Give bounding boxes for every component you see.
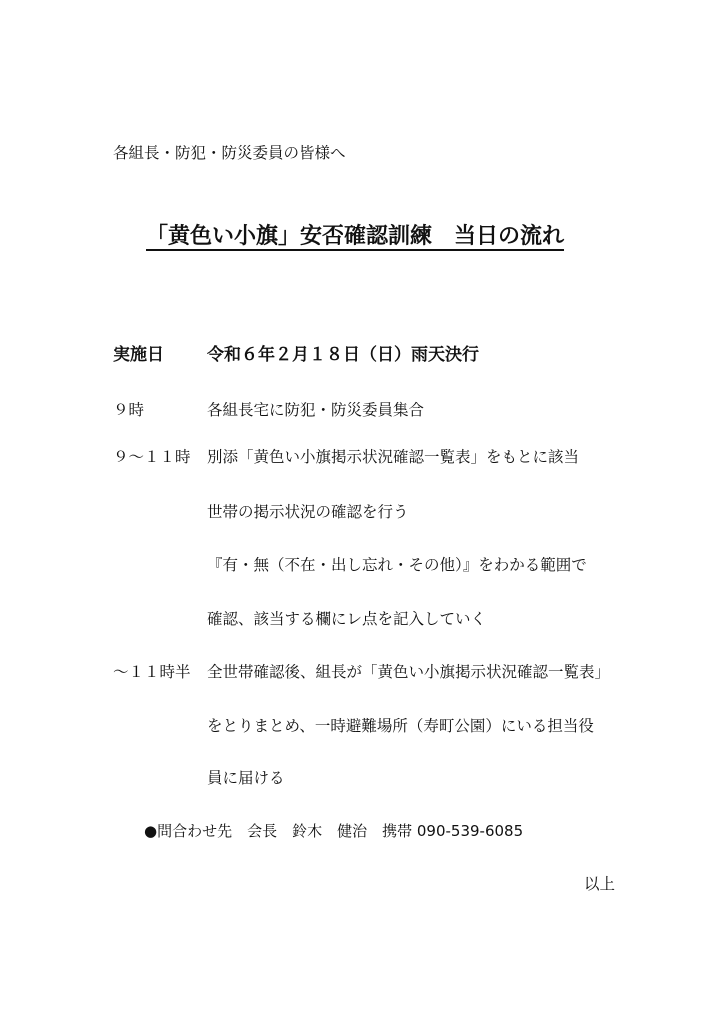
schedule-time-3: ～１１時半: [113, 663, 191, 681]
schedule-text-3-line-2: をとりまとめ、一時避難場所（寿町公園）にいる担当役: [207, 717, 594, 735]
schedule-text-2-line-1: 別添「黄色い小旗掲示状況確認一覧表」をもとに該当: [207, 448, 580, 466]
closing-remark: 以上: [584, 875, 616, 893]
schedule-text-3-line-1: 全世帯確認後、組長が「黄色い小旗掲示状況確認一覧表」: [207, 663, 611, 681]
schedule-text-1-line-1: 各組長宅に防犯・防災委員集合: [207, 401, 425, 419]
schedule-text-2-line-2: 世帯の掲示状況の確認を行う: [207, 503, 409, 521]
schedule-time-1: ９時: [113, 401, 145, 419]
schedule-text-2-line-4: 確認、該当する欄にレ点を記入していく: [207, 610, 487, 628]
schedule-time-2: ９～１１時: [113, 448, 191, 466]
implementation-date-value: 令和６年２月１８日（日）雨天決行: [207, 345, 479, 365]
addressee-line: 各組長・防犯・防災委員の皆様へ: [113, 144, 346, 162]
schedule-text-2-line-3: 『有・無（不在・出し忘れ・その他）』をわかる範囲で: [207, 556, 587, 574]
contact-info: ●問合わせ先 会長 鈴木 健治 携帯 090-539-6085: [144, 822, 524, 840]
schedule-text-3-line-3: 員に届ける: [207, 769, 285, 787]
implementation-date-label: 実施日: [113, 345, 164, 365]
document-title: 「黄色い小旗」安否確認訓練 当日の流れ: [146, 224, 565, 249]
